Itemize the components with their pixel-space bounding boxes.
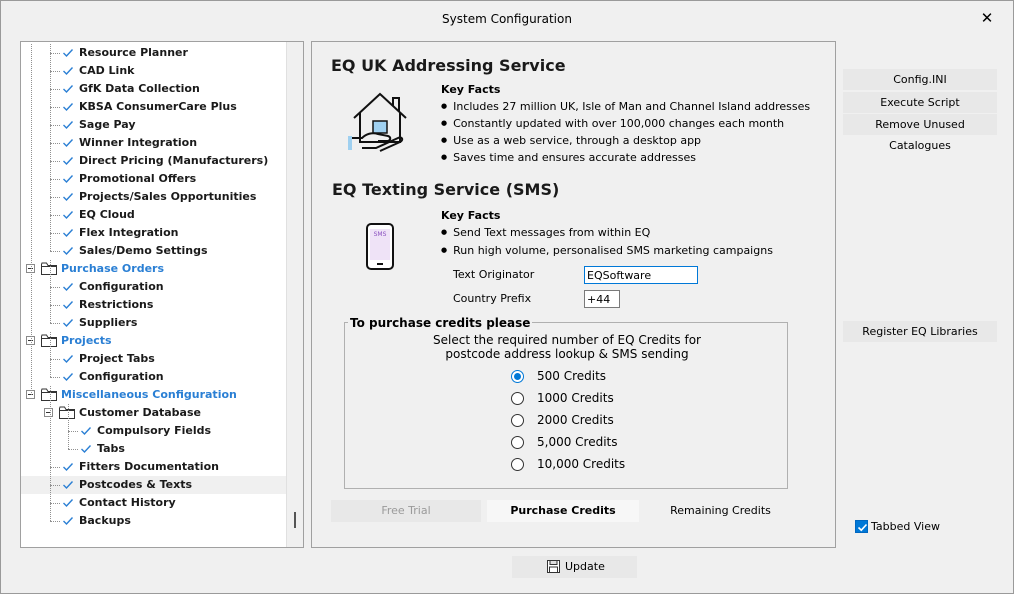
credit-option-label: 1000 Credits (537, 391, 614, 405)
tree-connector (68, 431, 78, 432)
tree-item-label: Restrictions (79, 298, 154, 311)
tree-guide-line (50, 260, 51, 323)
tree-connector (50, 305, 60, 306)
tree-item[interactable] (21, 224, 287, 242)
checkmark-icon (80, 425, 92, 437)
addressing-key-facts-title: Key Facts (441, 83, 501, 96)
folder-open-icon (41, 262, 57, 275)
checkmark-icon (62, 209, 74, 221)
tree-item-label: Winner Integration (79, 136, 198, 149)
tree-item[interactable] (21, 152, 287, 170)
checkmark-icon (62, 479, 74, 491)
tree-item-label: Project Tabs (79, 352, 155, 365)
tree-item[interactable] (21, 332, 287, 350)
addressing-title: EQ UK Addressing Service (331, 56, 566, 75)
credit-option-label: 500 Credits (537, 369, 607, 383)
tree-item[interactable] (21, 116, 287, 134)
checkmark-icon (857, 522, 868, 533)
credit-option-label: 5,000 Credits (537, 435, 618, 449)
text-originator-input[interactable] (584, 266, 698, 284)
sms-icon-text: SMS (373, 231, 387, 238)
tree-connector (50, 215, 60, 216)
tree-guide-line (50, 386, 51, 521)
tree-item[interactable] (21, 512, 287, 530)
tree-item[interactable] (21, 278, 287, 296)
tree-item[interactable] (21, 350, 287, 368)
house-hand-icon (348, 88, 412, 152)
tree-connector (50, 179, 60, 180)
tree-connector (50, 107, 60, 108)
tree-item[interactable] (21, 296, 287, 314)
purchase-credits-group (344, 316, 788, 489)
checkmark-icon (62, 173, 74, 185)
checkmark-icon (62, 191, 74, 203)
tree-connector (50, 143, 60, 144)
tree-item[interactable] (21, 170, 287, 188)
tree-item[interactable] (21, 242, 287, 260)
credit-option-label: 10,000 Credits (537, 457, 626, 471)
folder-open-icon (41, 388, 57, 401)
checkmark-icon (62, 101, 74, 113)
tree-item-label: Resource Planner (79, 46, 188, 59)
checkmark-icon (62, 281, 74, 293)
addressing-fact: ● Use as a web service, through a desktop app (441, 134, 701, 147)
tree-item[interactable] (21, 44, 287, 62)
tree-item-label: Configuration (79, 370, 164, 383)
tree-item-label: Miscellaneous Configuration (61, 388, 237, 401)
tree-connector (50, 485, 60, 486)
tree-guide-line (50, 332, 51, 377)
tree-item-label: Promotional Offers (79, 172, 197, 185)
configuration-tree[interactable] (20, 41, 304, 548)
tree-item-label: Postcodes & Texts (79, 478, 193, 491)
tree-connector (50, 521, 60, 522)
purchase-description-line1: Select the required number of EQ Credits for (433, 333, 701, 347)
sms-title: EQ Texting Service (SMS) (332, 180, 560, 199)
tree-item-label: Customer Database (79, 406, 201, 419)
tree-item-label: Fitters Documentation (79, 460, 219, 473)
tabbed-view-checkbox[interactable] (855, 520, 868, 533)
tree-connector (50, 377, 60, 378)
tree-connector (68, 449, 78, 450)
checkmark-icon (62, 245, 74, 257)
checkmark-icon (62, 461, 74, 473)
addressing-fact: ● Saves time and ensures accurate addresses (441, 151, 696, 164)
credit-radio[interactable] (511, 458, 524, 471)
config-ini-button[interactable]: Config.INI (843, 69, 997, 90)
close-icon[interactable]: ✕ (980, 9, 994, 27)
execute-script-button[interactable]: Execute Script (843, 92, 997, 113)
tree-connector (50, 503, 60, 504)
tree-item-label: Projects/Sales Opportunities (79, 190, 257, 203)
mobile-phone-icon (355, 222, 405, 272)
tree-connector (50, 467, 60, 468)
tree-guide-line (31, 44, 32, 395)
tree-item-label: CAD Link (79, 64, 135, 77)
scrollbar-thumb[interactable] (294, 512, 296, 528)
tree-item-label: Flex Integration (79, 226, 179, 239)
tree-item[interactable] (21, 260, 287, 278)
remaining-credits-button[interactable]: Remaining Credits (644, 500, 797, 522)
tree-item[interactable] (21, 134, 287, 152)
tree-connector (50, 89, 60, 90)
country-prefix-label: Country Prefix (453, 292, 532, 305)
credit-radio[interactable] (511, 436, 524, 449)
addressing-fact: ● Constantly updated with over 100,000 changes each month (441, 117, 784, 130)
tree-item[interactable] (21, 422, 287, 440)
tree-item-label: Configuration (79, 280, 164, 293)
purchase-group-title: To purchase credits please (350, 316, 531, 330)
tree-item-label: GfK Data Collection (79, 82, 200, 95)
country-prefix-input[interactable] (584, 290, 620, 308)
checkmark-icon (62, 47, 74, 59)
checkmark-icon (80, 443, 92, 455)
checkmark-icon (62, 83, 74, 95)
tree-connector (50, 125, 60, 126)
tree-item[interactable] (21, 368, 287, 386)
free-trial-button[interactable]: Free Trial (331, 500, 481, 522)
tree-item[interactable] (21, 206, 287, 224)
folder-open-icon (41, 334, 57, 347)
tree-connector (50, 233, 60, 234)
tree-connector (50, 251, 60, 252)
purchase-credits-button[interactable]: Purchase Credits (487, 500, 639, 522)
tree-guide-line (50, 44, 51, 251)
tree-item-label: Sage Pay (79, 118, 136, 131)
checkmark-icon (62, 515, 74, 527)
credit-radio[interactable] (511, 392, 524, 405)
checkmark-icon (62, 371, 74, 383)
remove-unused-catalogues-button[interactable]: Remove Unused Catalogues (843, 114, 997, 135)
checkmark-icon (62, 227, 74, 239)
credit-radio[interactable] (511, 414, 524, 427)
checkmark-icon (62, 497, 74, 509)
tree-item-label: Suppliers (79, 316, 138, 329)
purchase-description-line2: postcode address lookup & SMS sending (445, 347, 689, 361)
checkmark-icon (62, 299, 74, 311)
update-button[interactable] (512, 556, 637, 578)
tree-item-label: Compulsory Fields (97, 424, 212, 437)
tree-connector (50, 359, 60, 360)
window-title: System Configuration (442, 12, 572, 26)
tabbed-view-label: Tabbed View (871, 520, 940, 533)
tree-item-label: Contact History (79, 496, 176, 509)
tree-connector (50, 197, 60, 198)
checkmark-icon (62, 119, 74, 131)
folder-open-icon (59, 406, 75, 419)
tree-item-label: KBSA ConsumerCare Plus (79, 100, 237, 113)
checkmark-icon (62, 317, 74, 329)
tree-connector (50, 287, 60, 288)
checkmark-icon (62, 137, 74, 149)
save-disk-icon (547, 560, 560, 573)
tree-item[interactable] (21, 98, 287, 116)
title-bar (1, 1, 1013, 35)
tree-item[interactable] (21, 62, 287, 80)
collapse-icon[interactable] (44, 408, 53, 417)
tree-item[interactable] (21, 314, 287, 332)
sms-fact: ● Run high volume, personalised SMS marketing campaigns (441, 244, 773, 257)
tree-item-label: Projects (61, 334, 112, 347)
sms-fact: ● Send Text messages from within EQ (441, 226, 650, 239)
update-label: Update (565, 560, 605, 573)
sms-key-facts-title: Key Facts (441, 209, 501, 222)
addressing-fact: ● Includes 27 million UK, Isle of Man and Channel Island addresses (441, 100, 810, 113)
tree-connector (50, 53, 60, 54)
postcodes-texts-panel (311, 41, 836, 548)
checkmark-icon (62, 65, 74, 77)
tree-item-label: Purchase Orders (61, 262, 165, 275)
tree-guide-line (68, 404, 69, 449)
tree-item[interactable] (21, 404, 287, 422)
tree-item[interactable] (21, 188, 287, 206)
credit-option-label: 2000 Credits (537, 413, 614, 427)
register-eq-libraries-button[interactable]: Register EQ Libraries (843, 321, 997, 342)
tree-item[interactable] (21, 440, 287, 458)
tree-item-label: EQ Cloud (79, 208, 135, 221)
checkmark-icon (62, 353, 74, 365)
tree-item-label: Direct Pricing (Manufacturers) (79, 154, 269, 167)
tree-item-label: Tabs (97, 442, 125, 455)
tree-item[interactable] (21, 476, 287, 494)
credit-radio[interactable] (511, 370, 524, 383)
text-originator-label: Text Originator (453, 268, 535, 281)
tree-item[interactable] (21, 494, 287, 512)
tree-item-label: Backups (79, 514, 131, 527)
tree-item[interactable] (21, 386, 287, 404)
tree-connector (50, 161, 60, 162)
checkmark-icon (62, 155, 74, 167)
tree-connector (50, 71, 60, 72)
tree-item[interactable] (21, 458, 287, 476)
tree-item[interactable] (21, 80, 287, 98)
tree-scrollbar[interactable] (286, 42, 303, 547)
tree-item-label: Sales/Demo Settings (79, 244, 208, 257)
tree-connector (50, 323, 60, 324)
